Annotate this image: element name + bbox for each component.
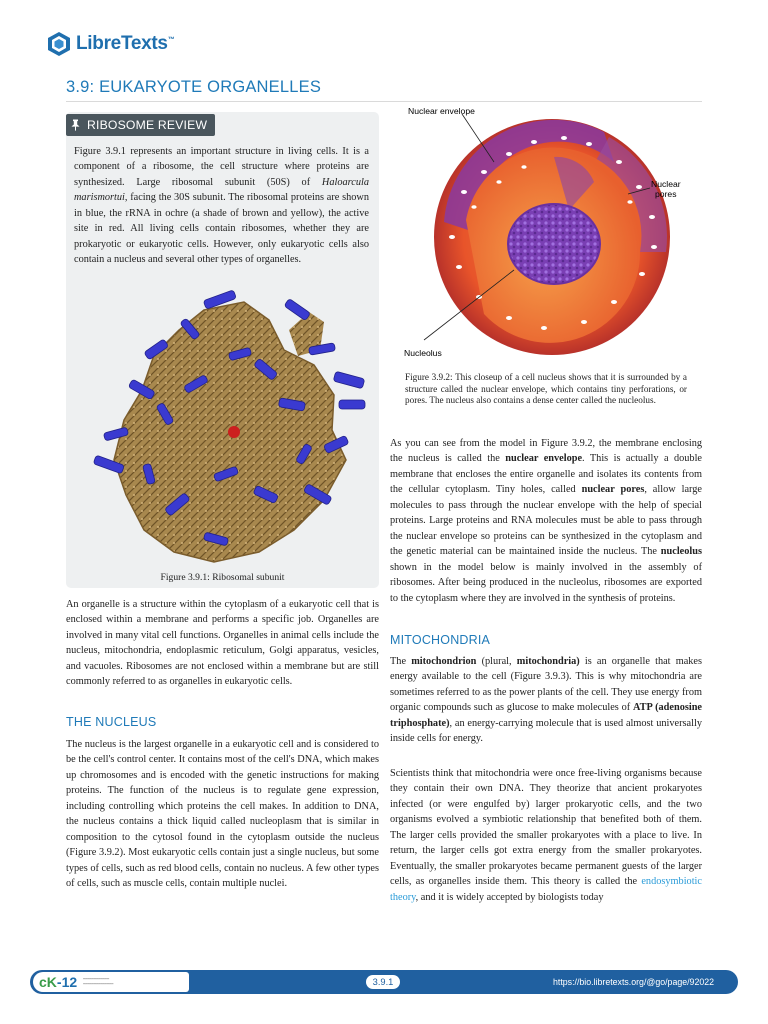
nucleolus-label: Nucleolus: [404, 348, 442, 358]
pushpin-icon: [70, 119, 81, 131]
nucleus-heading: THE NUCLEUS: [66, 715, 157, 729]
libretexts-logo-icon: [46, 31, 72, 57]
ribosome-review-heading-label: RIBOSOME REVIEW: [87, 118, 208, 132]
page-number-badge: 3.9.1: [366, 975, 400, 989]
ck12-logo-text: cK-12: [39, 974, 78, 990]
figure-3-9-1-caption: Figure 3.9.1: Ribosomal subunit: [160, 572, 285, 583]
nuclear-envelope-label: Nuclear envelope: [408, 106, 475, 116]
libretexts-logo[interactable]: [46, 28, 176, 60]
ck12-logo[interactable]: [33, 972, 189, 992]
page-title: 3.9: EUKARYOTE ORGANELLES: [66, 78, 322, 96]
ribosome-review-heading: [66, 114, 215, 136]
figure-ref-link[interactable]: Figure 3.9.1: [74, 146, 126, 157]
page-url-link[interactable]: https://bio.libretexts.org/@go/page/92022: [553, 977, 715, 987]
mitochondria-paragraph-2: Scientists think that mitochondria were once free-living organisms because they contain their own DNA. They theorize that ancient prokaryotes infected (or were engulfed by) larger prokaryotic cells, and the two organisms evolved a symbiotic relationship that benefited both of them. The larger cells provided the smaller prokaryotes with a place to live. In return, the larger cells got extra energy from the smaller prokaryotes. Eventually, the smaller prokaryotes became permanent guests of the larger cells, as organelles inside them. This theory is called the endosymbiotic theory, and it is widely accepted by biologists today: [390, 768, 702, 903]
logo-text: LibreTexts™: [76, 33, 175, 54]
license-fine-print: ━━━━━━━━━━━━ ━━━━━━━━━━━━━━: [83, 977, 114, 986]
mitochondria-heading: MITOCHONDRIA: [390, 633, 491, 647]
cell-nucleus-image: [404, 102, 700, 362]
nuclear-pores-label-line2: pores: [655, 189, 677, 199]
ribosome-review-text: Figure 3.9.1 represents an important structure in living cells. It is a component of a ribosome, the cell structure where proteins are synthesized. Large ribosomal subunit (50S) of Haloarcula marismortui, facing the 30S subunit. The ribosomal proteins are shown in blue, the rRNA in ochre (a shade of brown and yellow), the active site in red. All living cells contain ribosomes, whether they are prokaryotic or eukaryotic cells. However, only eukaryotic cells also contain a nucleus and several other types of organelles.: [74, 146, 369, 266]
mitochondria-paragraph-1: The mitochondrion (plural, mitochondria) is an organelle that makes energy available to the cell (Figure 3.9.3). This is why mitochondria are sometimes referred to as the power plants of the cell. They use energy from organic compounds such as glucose to make molecules of ATP (adenosine triphosphate), an energy-carrying molecule that is used almost universally inside cells for energy.: [390, 656, 703, 745]
nucleus-paragraph: The nucleus is the largest organelle in a eukaryotic cell and is considered to be the cell's control center. It contains most of the cell's DNA, which makes up chromosomes and is encoded with the genetic instructions for making proteins. The function of the nucleus is to regulate gene expression, including controlling which proteins the cell makes. In addition to DNA, the nucleus contains a thick liquid called nucleoplasm that is similar in composition to the cytosol found in the cytoplasm outside the nucleus (Figure 3.9.2). Most eukaryotic cells contain just a single nucleus, but some types of cells, such as red blood cells, contain no nucleus. A few other types of cells, such as muscle cells, contain multiple nuclei.: [66, 739, 379, 890]
nuclear-pores-label-line1: Nuclear: [651, 179, 681, 189]
endosymbiotic-theory-link[interactable]: endosymbiotic theory: [390, 876, 702, 903]
nuclear-envelope-paragraph: As you can see from the model in Figure 3.9.2, the membrane enclosing the nucleus is called the nuclear envelope. This is actually a double membrane that encloses the entire organelle and isolates its contents from the cellular cytoplasm. Tiny holes, called nuclear pores, allow large molecules to pass through the nuclear envelope with the help of special proteins. Large proteins and RNA molecules must be able to pass through the nuclear envelope so proteins can be synthesized in the cytoplasm and the genetic material can be maintained inside the nucleus. The nucleolus shown in the model below is mainly involved in the assembly of ribosomes. After being produced in the nucleolus, ribosomes are exported to the cytoplasm where they are involved in the synthesis of proteins.: [390, 438, 703, 604]
ribosomal-subunit-image: [84, 290, 374, 570]
figure-3-9-2-caption: Figure 3.9.2: This closeup of a cell nucleus shows that it is surrounded by a structure called the nuclear envelope, which contains tiny perforations, or pores. The nucleus also contains a dense center called the nucleolus.: [405, 372, 687, 406]
organelle-intro-paragraph: An organelle is a structure within the cytoplasm of a eukaryotic cell that is enclosed within a membrane and performs a specific job. Organelles are involved in many vital cell functions. Organelles in animal cells include the nucleus, mitochondria, endoplasmic reticulum, Golgi apparatus, vesicles, and vacuoles. Ribosomes are not enclosed within a membrane but are still commonly referred to as organelles in eukaryotic cells.: [66, 599, 379, 688]
